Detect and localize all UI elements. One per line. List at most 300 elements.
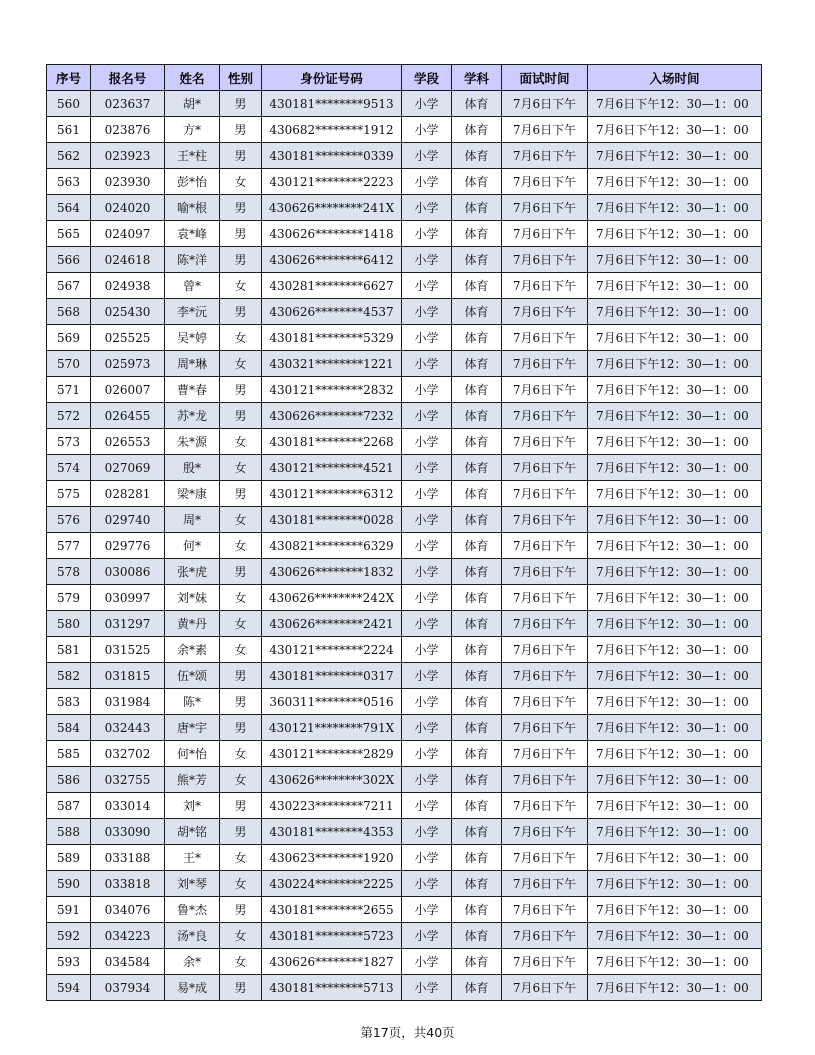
cell-gender: 女 bbox=[220, 325, 262, 351]
cell-interview-time: 7月6日下午 bbox=[502, 377, 588, 403]
cell-gender: 女 bbox=[220, 273, 262, 299]
cell-registration-no: 031815 bbox=[91, 663, 165, 689]
table-row bbox=[47, 221, 762, 247]
cell-id-number: 430626********242X bbox=[262, 585, 402, 611]
cell-entry-time: 7月6日下午12：30—1：00 bbox=[588, 403, 762, 429]
col-header-name: 姓名 bbox=[165, 65, 220, 91]
cell-name: 周* bbox=[165, 507, 220, 533]
table-body bbox=[47, 91, 762, 1001]
cell-id-number: 430121********4521 bbox=[262, 455, 402, 481]
cell-entry-time: 7月6日下午12：30—1：00 bbox=[588, 871, 762, 897]
cell-entry-time: 7月6日下午12：30—1：00 bbox=[588, 819, 762, 845]
table-row bbox=[47, 507, 762, 533]
cell-gender: 男 bbox=[220, 117, 262, 143]
cell-index: 581 bbox=[47, 637, 91, 663]
cell-id-number: 430626********241X bbox=[262, 195, 402, 221]
col-header-entry-time: 入场时间 bbox=[588, 65, 762, 91]
cell-name: 曹*春 bbox=[165, 377, 220, 403]
cell-subject: 体育 bbox=[452, 585, 502, 611]
cell-subject: 体育 bbox=[452, 689, 502, 715]
cell-id-number: 430223********7211 bbox=[262, 793, 402, 819]
cell-school-level: 小学 bbox=[402, 897, 452, 923]
col-header-id-number: 身份证号码 bbox=[262, 65, 402, 91]
cell-name: 殷* bbox=[165, 455, 220, 481]
cell-registration-no: 033818 bbox=[91, 871, 165, 897]
cell-id-number: 430181********5723 bbox=[262, 923, 402, 949]
cell-index: 567 bbox=[47, 273, 91, 299]
col-header-interview-time: 面试时间 bbox=[502, 65, 588, 91]
cell-name: 熊*芳 bbox=[165, 767, 220, 793]
cell-interview-time: 7月6日下午 bbox=[502, 975, 588, 1001]
table-row bbox=[47, 455, 762, 481]
cell-index: 582 bbox=[47, 663, 91, 689]
cell-school-level: 小学 bbox=[402, 429, 452, 455]
cell-subject: 体育 bbox=[452, 819, 502, 845]
cell-name: 易*成 bbox=[165, 975, 220, 1001]
cell-entry-time: 7月6日下午12：30—1：00 bbox=[588, 299, 762, 325]
cell-school-level: 小学 bbox=[402, 403, 452, 429]
cell-school-level: 小学 bbox=[402, 221, 452, 247]
cell-index: 578 bbox=[47, 559, 91, 585]
cell-registration-no: 025430 bbox=[91, 299, 165, 325]
cell-index: 565 bbox=[47, 221, 91, 247]
cell-entry-time: 7月6日下午12：30—1：00 bbox=[588, 923, 762, 949]
cell-entry-time: 7月6日下午12：30—1：00 bbox=[588, 455, 762, 481]
cell-entry-time: 7月6日下午12：30—1：00 bbox=[588, 273, 762, 299]
table-row bbox=[47, 897, 762, 923]
cell-subject: 体育 bbox=[452, 871, 502, 897]
cell-id-number: 430181********9513 bbox=[262, 91, 402, 117]
cell-registration-no: 031297 bbox=[91, 611, 165, 637]
cell-registration-no: 033188 bbox=[91, 845, 165, 871]
cell-id-number: 430626********7232 bbox=[262, 403, 402, 429]
cell-interview-time: 7月6日下午 bbox=[502, 611, 588, 637]
cell-gender: 女 bbox=[220, 871, 262, 897]
table-row bbox=[47, 585, 762, 611]
cell-school-level: 小学 bbox=[402, 247, 452, 273]
cell-school-level: 小学 bbox=[402, 741, 452, 767]
cell-entry-time: 7月6日下午12：30—1：00 bbox=[588, 585, 762, 611]
cell-name: 张*虎 bbox=[165, 559, 220, 585]
cell-index: 569 bbox=[47, 325, 91, 351]
cell-subject: 体育 bbox=[452, 481, 502, 507]
cell-interview-time: 7月6日下午 bbox=[502, 299, 588, 325]
col-header-index: 序号 bbox=[47, 65, 91, 91]
cell-interview-time: 7月6日下午 bbox=[502, 637, 588, 663]
cell-id-number: 430626********6412 bbox=[262, 247, 402, 273]
cell-index: 592 bbox=[47, 923, 91, 949]
cell-school-level: 小学 bbox=[402, 91, 452, 117]
cell-name: 余* bbox=[165, 949, 220, 975]
cell-school-level: 小学 bbox=[402, 507, 452, 533]
cell-gender: 女 bbox=[220, 429, 262, 455]
cell-registration-no: 026455 bbox=[91, 403, 165, 429]
cell-id-number: 430181********4353 bbox=[262, 819, 402, 845]
cell-interview-time: 7月6日下午 bbox=[502, 273, 588, 299]
cell-name: 李*沅 bbox=[165, 299, 220, 325]
table-row bbox=[47, 273, 762, 299]
table-row bbox=[47, 351, 762, 377]
cell-interview-time: 7月6日下午 bbox=[502, 325, 588, 351]
cell-gender: 女 bbox=[220, 949, 262, 975]
cell-registration-no: 029740 bbox=[91, 507, 165, 533]
cell-gender: 男 bbox=[220, 403, 262, 429]
cell-registration-no: 026553 bbox=[91, 429, 165, 455]
table-row bbox=[47, 923, 762, 949]
cell-gender: 男 bbox=[220, 793, 262, 819]
cell-gender: 男 bbox=[220, 377, 262, 403]
cell-registration-no: 024938 bbox=[91, 273, 165, 299]
cell-registration-no: 023876 bbox=[91, 117, 165, 143]
cell-subject: 体育 bbox=[452, 273, 502, 299]
table-row bbox=[47, 793, 762, 819]
cell-interview-time: 7月6日下午 bbox=[502, 169, 588, 195]
header-row bbox=[47, 65, 762, 91]
cell-gender: 男 bbox=[220, 819, 262, 845]
cell-entry-time: 7月6日下午12：30—1：00 bbox=[588, 247, 762, 273]
cell-name: 鲁*杰 bbox=[165, 897, 220, 923]
cell-registration-no: 025525 bbox=[91, 325, 165, 351]
cell-name: 余*素 bbox=[165, 637, 220, 663]
table-row bbox=[47, 663, 762, 689]
cell-subject: 体育 bbox=[452, 611, 502, 637]
cell-entry-time: 7月6日下午12：30—1：00 bbox=[588, 689, 762, 715]
cell-index: 590 bbox=[47, 871, 91, 897]
cell-id-number: 430626********1832 bbox=[262, 559, 402, 585]
cell-name: 陈* bbox=[165, 689, 220, 715]
cell-school-level: 小学 bbox=[402, 559, 452, 585]
cell-gender: 男 bbox=[220, 689, 262, 715]
cell-school-level: 小学 bbox=[402, 871, 452, 897]
table-row bbox=[47, 715, 762, 741]
cell-interview-time: 7月6日下午 bbox=[502, 715, 588, 741]
cell-school-level: 小学 bbox=[402, 663, 452, 689]
cell-gender: 女 bbox=[220, 351, 262, 377]
cell-id-number: 430121********2223 bbox=[262, 169, 402, 195]
cell-school-level: 小学 bbox=[402, 325, 452, 351]
cell-index: 572 bbox=[47, 403, 91, 429]
cell-entry-time: 7月6日下午12：30—1：00 bbox=[588, 117, 762, 143]
cell-subject: 体育 bbox=[452, 117, 502, 143]
table-row bbox=[47, 949, 762, 975]
cell-subject: 体育 bbox=[452, 455, 502, 481]
cell-entry-time: 7月6日下午12：30—1：00 bbox=[588, 637, 762, 663]
cell-subject: 体育 bbox=[452, 663, 502, 689]
cell-id-number: 430181********0317 bbox=[262, 663, 402, 689]
table-row bbox=[47, 299, 762, 325]
cell-interview-time: 7月6日下午 bbox=[502, 91, 588, 117]
cell-school-level: 小学 bbox=[402, 585, 452, 611]
cell-gender: 女 bbox=[220, 585, 262, 611]
cell-entry-time: 7月6日下午12：30—1：00 bbox=[588, 143, 762, 169]
cell-registration-no: 031525 bbox=[91, 637, 165, 663]
cell-name: 袁*峰 bbox=[165, 221, 220, 247]
cell-gender: 女 bbox=[220, 923, 262, 949]
col-header-school-level: 学段 bbox=[402, 65, 452, 91]
cell-name: 汤*良 bbox=[165, 923, 220, 949]
cell-school-level: 小学 bbox=[402, 169, 452, 195]
cell-subject: 体育 bbox=[452, 637, 502, 663]
cell-subject: 体育 bbox=[452, 793, 502, 819]
cell-index: 586 bbox=[47, 767, 91, 793]
cell-interview-time: 7月6日下午 bbox=[502, 143, 588, 169]
cell-school-level: 小学 bbox=[402, 117, 452, 143]
table-row bbox=[47, 637, 762, 663]
cell-registration-no: 026007 bbox=[91, 377, 165, 403]
cell-interview-time: 7月6日下午 bbox=[502, 585, 588, 611]
cell-entry-time: 7月6日下午12：30—1：00 bbox=[588, 481, 762, 507]
cell-interview-time: 7月6日下午 bbox=[502, 403, 588, 429]
cell-name: 何* bbox=[165, 533, 220, 559]
cell-gender: 女 bbox=[220, 637, 262, 663]
cell-entry-time: 7月6日下午12：30—1：00 bbox=[588, 845, 762, 871]
col-header-subject: 学科 bbox=[452, 65, 502, 91]
cell-name: 胡*铭 bbox=[165, 819, 220, 845]
cell-interview-time: 7月6日下午 bbox=[502, 793, 588, 819]
cell-interview-time: 7月6日下午 bbox=[502, 481, 588, 507]
table-row bbox=[47, 819, 762, 845]
cell-entry-time: 7月6日下午12：30—1：00 bbox=[588, 559, 762, 585]
cell-id-number: 430626********1827 bbox=[262, 949, 402, 975]
cell-id-number: 430821********6329 bbox=[262, 533, 402, 559]
col-header-gender: 性别 bbox=[220, 65, 262, 91]
cell-gender: 女 bbox=[220, 169, 262, 195]
table-row bbox=[47, 91, 762, 117]
cell-id-number: 430626********4537 bbox=[262, 299, 402, 325]
cell-entry-time: 7月6日下午12：30—1：00 bbox=[588, 195, 762, 221]
table-row bbox=[47, 975, 762, 1001]
cell-index: 562 bbox=[47, 143, 91, 169]
cell-registration-no: 028281 bbox=[91, 481, 165, 507]
cell-interview-time: 7月6日下午 bbox=[502, 429, 588, 455]
cell-entry-time: 7月6日下午12：30—1：00 bbox=[588, 715, 762, 741]
cell-school-level: 小学 bbox=[402, 975, 452, 1001]
col-header-registration-no: 报名号 bbox=[91, 65, 165, 91]
cell-id-number: 430181********2655 bbox=[262, 897, 402, 923]
table-row bbox=[47, 611, 762, 637]
cell-name: 吴*婷 bbox=[165, 325, 220, 351]
cell-index: 576 bbox=[47, 507, 91, 533]
cell-registration-no: 024020 bbox=[91, 195, 165, 221]
cell-name: 方* bbox=[165, 117, 220, 143]
cell-subject: 体育 bbox=[452, 845, 502, 871]
cell-name: 彭*怡 bbox=[165, 169, 220, 195]
table-row bbox=[47, 871, 762, 897]
table-row bbox=[47, 741, 762, 767]
cell-registration-no: 027069 bbox=[91, 455, 165, 481]
cell-entry-time: 7月6日下午12：30—1：00 bbox=[588, 663, 762, 689]
table-row bbox=[47, 767, 762, 793]
cell-gender: 女 bbox=[220, 507, 262, 533]
table-row bbox=[47, 845, 762, 871]
cell-name: 周*琳 bbox=[165, 351, 220, 377]
cell-index: 580 bbox=[47, 611, 91, 637]
cell-subject: 体育 bbox=[452, 143, 502, 169]
cell-gender: 男 bbox=[220, 663, 262, 689]
cell-interview-time: 7月6日下午 bbox=[502, 897, 588, 923]
cell-interview-time: 7月6日下午 bbox=[502, 455, 588, 481]
cell-subject: 体育 bbox=[452, 923, 502, 949]
cell-gender: 男 bbox=[220, 481, 262, 507]
cell-school-level: 小学 bbox=[402, 637, 452, 663]
table-row bbox=[47, 429, 762, 455]
cell-id-number: 430682********1912 bbox=[262, 117, 402, 143]
cell-gender: 男 bbox=[220, 91, 262, 117]
cell-registration-no: 030997 bbox=[91, 585, 165, 611]
cell-subject: 体育 bbox=[452, 221, 502, 247]
cell-index: 571 bbox=[47, 377, 91, 403]
cell-name: 唐*宇 bbox=[165, 715, 220, 741]
cell-registration-no: 034076 bbox=[91, 897, 165, 923]
cell-gender: 男 bbox=[220, 897, 262, 923]
cell-interview-time: 7月6日下午 bbox=[502, 923, 588, 949]
cell-subject: 体育 bbox=[452, 325, 502, 351]
cell-name: 胡* bbox=[165, 91, 220, 117]
cell-subject: 体育 bbox=[452, 507, 502, 533]
cell-subject: 体育 bbox=[452, 351, 502, 377]
cell-subject: 体育 bbox=[452, 299, 502, 325]
cell-interview-time: 7月6日下午 bbox=[502, 221, 588, 247]
page-number: 第17页，共40页 bbox=[360, 1025, 455, 1040]
cell-id-number: 430321********1221 bbox=[262, 351, 402, 377]
cell-registration-no: 024618 bbox=[91, 247, 165, 273]
cell-interview-time: 7月6日下午 bbox=[502, 351, 588, 377]
cell-entry-time: 7月6日下午12：30—1：00 bbox=[588, 377, 762, 403]
cell-gender: 男 bbox=[220, 715, 262, 741]
cell-id-number: 430224********2225 bbox=[262, 871, 402, 897]
cell-gender: 女 bbox=[220, 741, 262, 767]
cell-entry-time: 7月6日下午12：30—1：00 bbox=[588, 897, 762, 923]
cell-index: 583 bbox=[47, 689, 91, 715]
cell-entry-time: 7月6日下午12：30—1：00 bbox=[588, 533, 762, 559]
cell-entry-time: 7月6日下午12：30—1：00 bbox=[588, 767, 762, 793]
cell-subject: 体育 bbox=[452, 195, 502, 221]
cell-name: 黄*丹 bbox=[165, 611, 220, 637]
cell-id-number: 430181********0339 bbox=[262, 143, 402, 169]
cell-subject: 体育 bbox=[452, 975, 502, 1001]
cell-id-number: 430121********2832 bbox=[262, 377, 402, 403]
cell-subject: 体育 bbox=[452, 741, 502, 767]
cell-index: 570 bbox=[47, 351, 91, 377]
cell-registration-no: 032755 bbox=[91, 767, 165, 793]
cell-gender: 男 bbox=[220, 195, 262, 221]
cell-interview-time: 7月6日下午 bbox=[502, 949, 588, 975]
cell-id-number: 430626********302X bbox=[262, 767, 402, 793]
cell-name: 刘*琴 bbox=[165, 871, 220, 897]
cell-school-level: 小学 bbox=[402, 377, 452, 403]
cell-name: 刘* bbox=[165, 793, 220, 819]
cell-school-level: 小学 bbox=[402, 143, 452, 169]
cell-school-level: 小学 bbox=[402, 299, 452, 325]
cell-name: 苏*龙 bbox=[165, 403, 220, 429]
cell-name: 王* bbox=[165, 845, 220, 871]
table-row bbox=[47, 533, 762, 559]
cell-index: 589 bbox=[47, 845, 91, 871]
cell-gender: 男 bbox=[220, 221, 262, 247]
cell-interview-time: 7月6日下午 bbox=[502, 819, 588, 845]
cell-subject: 体育 bbox=[452, 403, 502, 429]
cell-gender: 女 bbox=[220, 767, 262, 793]
cell-entry-time: 7月6日下午12：30—1：00 bbox=[588, 351, 762, 377]
cell-name: 王*柱 bbox=[165, 143, 220, 169]
cell-id-number: 430181********5329 bbox=[262, 325, 402, 351]
cell-school-level: 小学 bbox=[402, 845, 452, 871]
table-row bbox=[47, 117, 762, 143]
cell-school-level: 小学 bbox=[402, 715, 452, 741]
cell-registration-no: 023923 bbox=[91, 143, 165, 169]
cell-id-number: 430281********6627 bbox=[262, 273, 402, 299]
cell-id-number: 430121********791X bbox=[262, 715, 402, 741]
cell-interview-time: 7月6日下午 bbox=[502, 689, 588, 715]
cell-interview-time: 7月6日下午 bbox=[502, 741, 588, 767]
cell-school-level: 小学 bbox=[402, 351, 452, 377]
cell-entry-time: 7月6日下午12：30—1：00 bbox=[588, 169, 762, 195]
cell-school-level: 小学 bbox=[402, 767, 452, 793]
cell-index: 594 bbox=[47, 975, 91, 1001]
cell-subject: 体育 bbox=[452, 715, 502, 741]
cell-registration-no: 032702 bbox=[91, 741, 165, 767]
cell-interview-time: 7月6日下午 bbox=[502, 871, 588, 897]
cell-id-number: 430623********1920 bbox=[262, 845, 402, 871]
cell-index: 577 bbox=[47, 533, 91, 559]
cell-index: 579 bbox=[47, 585, 91, 611]
cell-id-number: 430626********1418 bbox=[262, 221, 402, 247]
table-header bbox=[47, 65, 762, 91]
cell-id-number: 430121********2829 bbox=[262, 741, 402, 767]
cell-index: 593 bbox=[47, 949, 91, 975]
cell-name: 何*怡 bbox=[165, 741, 220, 767]
cell-interview-time: 7月6日下午 bbox=[502, 533, 588, 559]
cell-registration-no: 033014 bbox=[91, 793, 165, 819]
cell-registration-no: 024097 bbox=[91, 221, 165, 247]
cell-name: 梁*康 bbox=[165, 481, 220, 507]
cell-gender: 女 bbox=[220, 533, 262, 559]
table-row bbox=[47, 247, 762, 273]
table-row bbox=[47, 377, 762, 403]
cell-registration-no: 029776 bbox=[91, 533, 165, 559]
table-row bbox=[47, 403, 762, 429]
cell-interview-time: 7月6日下午 bbox=[502, 845, 588, 871]
cell-name: 曾* bbox=[165, 273, 220, 299]
table-row bbox=[47, 559, 762, 585]
cell-interview-time: 7月6日下午 bbox=[502, 663, 588, 689]
cell-entry-time: 7月6日下午12：30—1：00 bbox=[588, 793, 762, 819]
cell-subject: 体育 bbox=[452, 559, 502, 585]
cell-registration-no: 031984 bbox=[91, 689, 165, 715]
table-row bbox=[47, 689, 762, 715]
table-row bbox=[47, 143, 762, 169]
table-row bbox=[47, 169, 762, 195]
cell-registration-no: 025973 bbox=[91, 351, 165, 377]
cell-school-level: 小学 bbox=[402, 923, 452, 949]
cell-gender: 女 bbox=[220, 611, 262, 637]
cell-gender: 女 bbox=[220, 845, 262, 871]
cell-entry-time: 7月6日下午12：30—1：00 bbox=[588, 507, 762, 533]
cell-index: 584 bbox=[47, 715, 91, 741]
cell-index: 575 bbox=[47, 481, 91, 507]
table-row bbox=[47, 481, 762, 507]
cell-registration-no: 023930 bbox=[91, 169, 165, 195]
cell-gender: 男 bbox=[220, 559, 262, 585]
cell-name: 陈*洋 bbox=[165, 247, 220, 273]
cell-registration-no: 030086 bbox=[91, 559, 165, 585]
cell-subject: 体育 bbox=[452, 247, 502, 273]
cell-school-level: 小学 bbox=[402, 611, 452, 637]
cell-index: 573 bbox=[47, 429, 91, 455]
cell-school-level: 小学 bbox=[402, 481, 452, 507]
cell-id-number: 430626********2421 bbox=[262, 611, 402, 637]
cell-entry-time: 7月6日下午12：30—1：00 bbox=[588, 325, 762, 351]
